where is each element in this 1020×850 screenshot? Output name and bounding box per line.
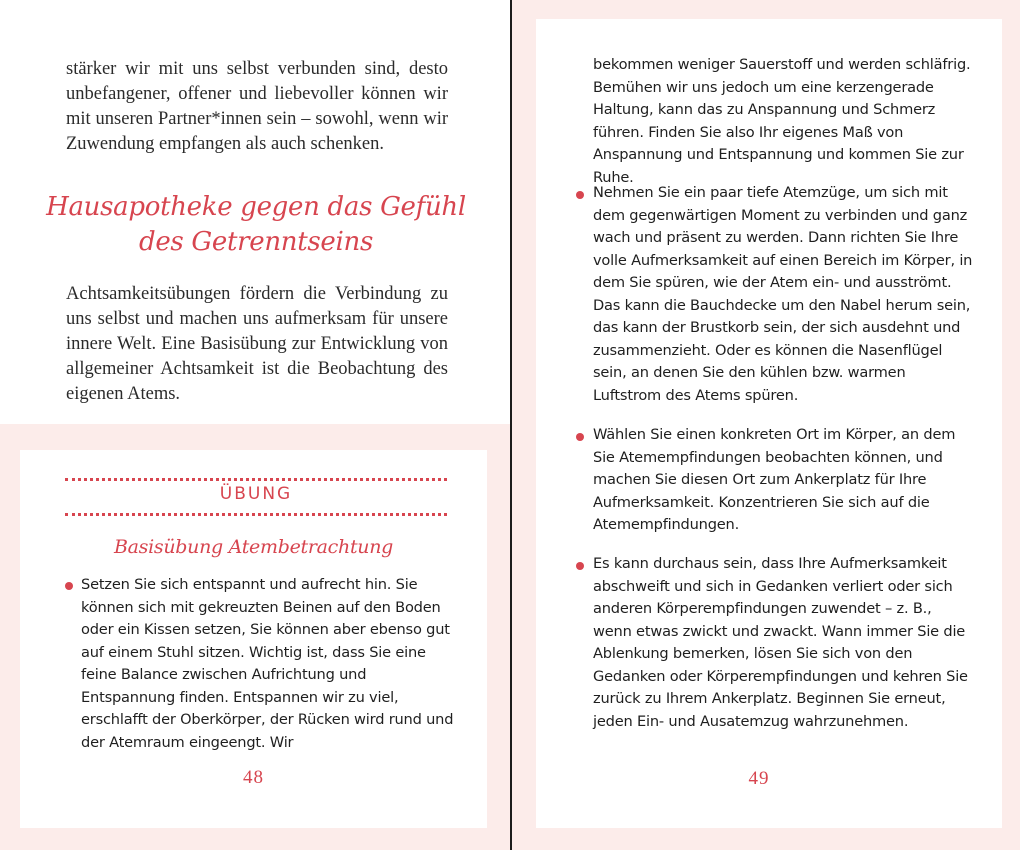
exercise-step-1: Setzen Sie sich entspannt und aufrecht hin. Sie können sich mit gekreuzten Beinen auf den Boden oder ein Kissen setzen, Sie können aber ebenso gut auf einem Stuhl sitzen. Wichtig ist, dass Sie eine feine Balance zwischen Aufrichtung und Entspannung finden. Entspannen wir zu viel, erschlafft der Oberkörper, der Rücken wird rund und der Atemraum eingeengt. Wir xyxy=(81,576,454,751)
page-number-left: 48 xyxy=(243,767,264,788)
bullet-dot-icon xyxy=(576,562,584,570)
exercise-step-4: Es kann durchaus sein, dass Ihre Aufmerksamkeit abschweift und sich in Gedanken verliert oder sich anderen Körperempfindungen zuwendet – z. B., wenn etwas zwickt und zwackt. Wann immer Sie die Ablenkung bemerken, lösen Sie sich von den Gedanken oder Körperempfindungen und kehren Sie zurück zu Ihrem Ankerplatz. Beginnen Sie erneut, jeden Ein- und Ausatemzug wahrzunehmen. xyxy=(593,555,968,730)
bullet-dot-icon xyxy=(576,433,584,441)
exercise-step-1-continuation: bekommen weniger Sauerstoff und werden schläfrig. Bemühen wir uns jedoch um eine kerzengerade Haltung, kann das zu Anspannung und Schmerz führen. Finden Sie also Ihr eigenes Maß von Anspannung und Entspannung und kommen Sie zur Ruhe. xyxy=(593,56,971,186)
intro-paragraph: stärker wir mit uns selbst verbunden sind, desto unbefangener, offener und liebevoller können wir mit unseren Partner*innen sein – sowohl, wenn wir Zuwendung empfangen als auch schenken. xyxy=(66,59,448,154)
exercise-title: Basisübung Atembetrachtung xyxy=(113,536,394,558)
dotted-divider-bottom xyxy=(65,513,447,516)
dotted-divider-top xyxy=(65,478,447,481)
exercise-step-3: Wählen Sie einen konkreten Ort im Körper, an dem Sie Atemempfindungen beobachten können, und machen Sie diesen Ort zum Ankerplatz für Ihre Aufmerksamkeit. Konzentrieren Sie sich auf die Atemempfindungen. xyxy=(593,426,956,533)
page-number-right: 49 xyxy=(748,768,770,789)
section-body-paragraph: Achtsamkeitsübungen fördern die Verbindung zu uns selbst und machen uns aufmerksam für unsere innere Welt. Eine Basisübung zur Entwicklung von allgemeiner Achtsamkeit ist die Beobachtung des eigenen Atems. xyxy=(66,284,448,404)
section-heading-line-2: des Getrenntseins xyxy=(138,227,374,257)
section-heading xyxy=(40,190,472,260)
section-heading-line-1: Hausapotheke gegen das Gefühl xyxy=(46,192,466,222)
bullet-dot-icon xyxy=(576,191,584,199)
exercise-box xyxy=(20,450,487,828)
exercise-step-2: Nehmen Sie ein paar tiefe Atemzüge, um sich mit dem gegenwärtigen Moment zu verbinden und ganz wach und präsent zu werden. Dann richten Sie Ihre volle Aufmerksamkeit auf einen Bereich im Körper, in dem Sie spüren, wie der Atem ein- und ausströmt. Das kann die Bauchdecke um den Nabel herum sein, das kann der Brustkorb sein, der sich ausdehnt und zusammenzieht. Oder es können die Nasenflügel sein, an denen Sie den kühlen bzw. warmen Luftstrom des Atems spüren. xyxy=(593,184,973,404)
exercise-label: ÜBUNG xyxy=(219,484,293,504)
right-page-card xyxy=(536,19,1002,828)
bullet-dot-icon xyxy=(65,582,73,590)
right-page xyxy=(512,0,1020,850)
